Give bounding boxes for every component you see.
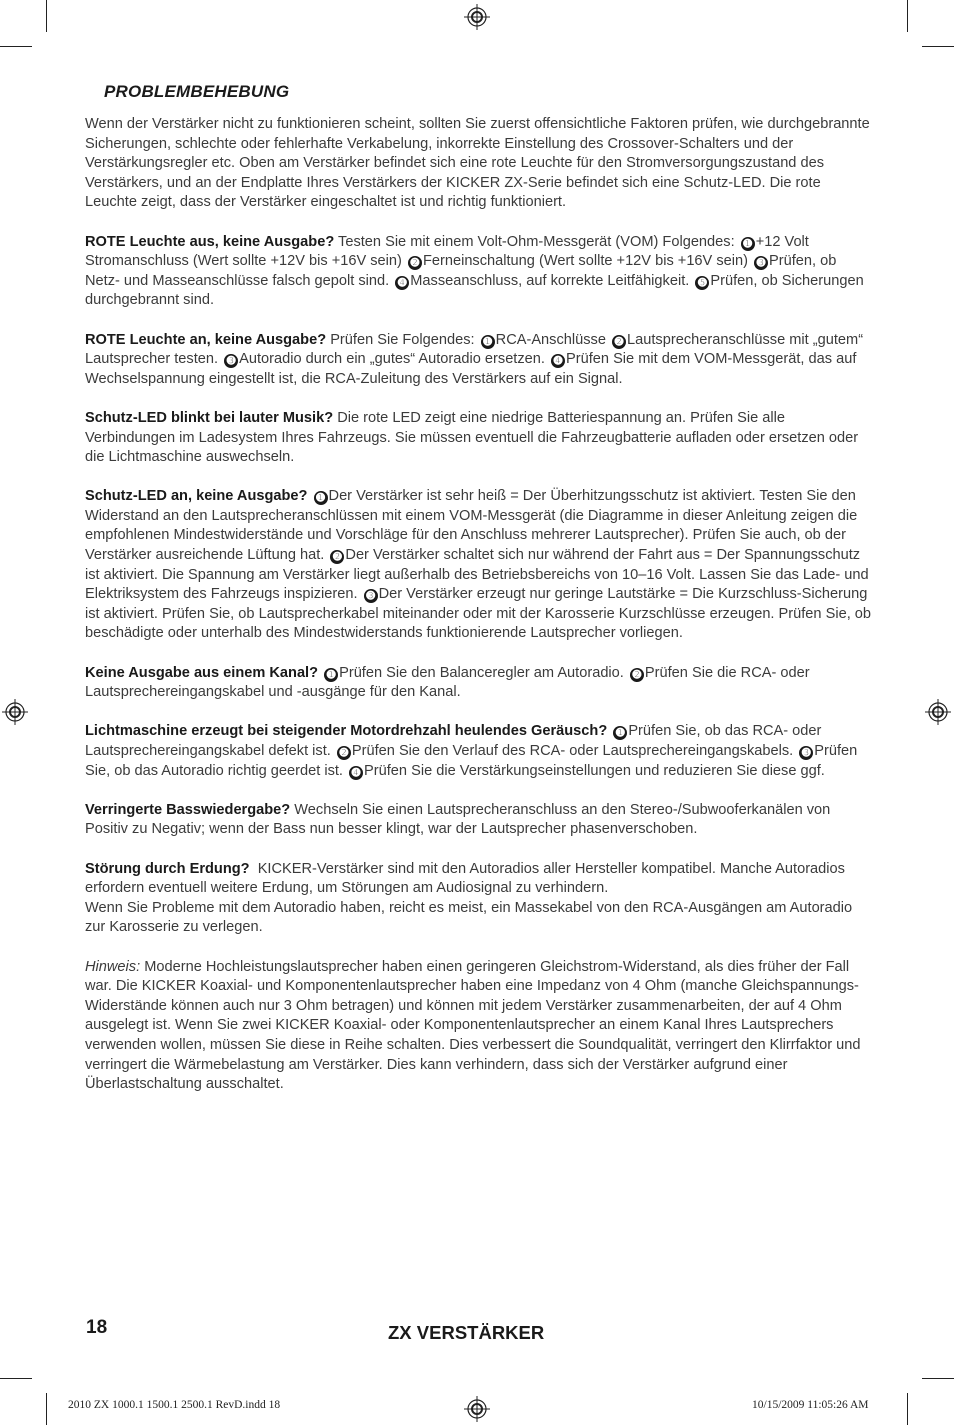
section-text: KICKER-Verstärker sind mit den Autoradios aller Hersteller kompatibel. Manche Autoradios erfordern eventuell weitere Erdung, um Störungen am Audiosignal zu verhindern.: [85, 860, 845, 897]
section-red-off: [85, 233, 875, 311]
crop-mark-icon: [922, 46, 954, 47]
crop-mark-icon: [46, 0, 47, 32]
step-number-icon: ➌: [224, 354, 238, 368]
step-text: Der Verstärker ist sehr heiß = Der Überhitzungsschutz ist aktiviert. Testen Sie den Widerstand an den Lautsprecheranschlüssen mit einem VOM-Messgerät (die Diagramme in dieser Anleitung zeigen die empfohlenen Mindestwiderstände und Vorschläge für den Anschluss mehrerer Lautsprecher). Prüfen Sie auch, ob der Verstärker ausreichende Lüftung hat.: [85, 488, 858, 564]
section-title: Schutz-LED blinkt bei lauter Musik?: [85, 409, 334, 426]
section-led-on: [85, 487, 875, 644]
section-title: ROTE Leuchte an, keine Ausgabe?: [85, 331, 327, 348]
section-title: Störung durch Erdung?: [85, 860, 250, 877]
page-title: PROBLEMBEHEBUNG: [104, 82, 290, 101]
section-title: Lichtmaschine erzeugt bei steigender Motordrehzahl heulendes Geräusch?: [85, 723, 608, 740]
section-title: ROTE Leuchte aus, keine Ausgabe?: [85, 233, 335, 250]
section-title: Keine Ausgabe aus einem Kanal?: [85, 664, 319, 681]
step-number-icon: ➍: [395, 276, 409, 290]
slug-file: 2010 ZX 1000.1 1500.1 2500.1 RevD.indd 18: [68, 1399, 281, 1411]
step-number-icon: ➍: [551, 354, 565, 368]
step-number-icon: ➌: [754, 256, 768, 270]
section-red-on: [85, 331, 875, 390]
note-text: Moderne Hochleistungslautsprecher haben einen geringeren Gleichstrom-Widerstand, als dies früher der Fall war. Die KICKER Koaxial- und Komponentenlautsprecher haben eine Impedanz von 4 Ohm (manche Gleichspannungs-Widerstände können auch nur 3 Ohm betragen) und können mit jedem Verstärker zusammenarbeiten, der auf 4 Ohm ausgelegt ist. Wenn Sie zwei KICKER Koaxial- oder Komponentenlautsprecher an einem Kanal Ihres Lautsprechers verwenden wollen, müssen Sie diese in Reihe schalten. Dies verbessert die Soundqualität, verringert den Klirrfaktor und verringert die Wärmebelastung am Verstärker. Dies kann verhindern, dass sich der Verstärker aufgrund einer Überlastschaltung ausschaltet.: [85, 958, 861, 1093]
step-number-icon: ➋: [408, 256, 422, 270]
section-ground-noise: [85, 860, 875, 938]
crop-mark-icon: [922, 1378, 954, 1379]
step-number-icon: ➌: [799, 746, 813, 760]
step-text: Prüfen Sie, ob das RCA- oder Lautsprechereingangskabel defekt ist.: [85, 723, 822, 759]
step-text: Prüfen Sie den Verlauf des RCA- oder Lautsprechereingangskabels.: [351, 743, 794, 759]
step-text: Prüfen Sie den Balanceregler am Autoradio.: [339, 664, 624, 681]
crop-mark-icon: [0, 1378, 32, 1379]
step-text: Prüfen, ob Netz- und Masseanschlüsse falsch gepolt sind.: [85, 253, 837, 289]
registration-mark-icon: [2, 699, 28, 725]
step-text: Prüfen, ob Sicherungen durchgebrannt sind.: [85, 272, 864, 309]
registration-mark-icon: [925, 699, 951, 725]
section-title: Schutz-LED an, keine Ausgabe?: [85, 488, 308, 505]
section-text: Wenn Sie Probleme mit dem Autoradio haben, reicht es meist, ein Massekabel von den RCA-Ausgängen am Autoradio zur Karosserie zu verlegen.: [85, 899, 853, 936]
step-text: Prüfen Sie, ob das Autoradio richtig geerdet ist.: [85, 743, 858, 779]
step-text: Prüfen Sie die RCA- oder Lautsprechereingangskabel und -ausgänge für den Kanal.: [85, 664, 810, 701]
step-text: +12 Volt Stromanschluss (Wert sollte +12V bis +16V sein): [85, 233, 809, 270]
crop-mark-icon: [907, 1393, 908, 1425]
step-text: Prüfen Sie die Verstärkungseinstellungen und reduzieren Sie diese ggf.: [364, 762, 825, 779]
step-number-icon: ➌: [364, 589, 378, 603]
crop-mark-icon: [46, 1393, 47, 1425]
section-lead: Prüfen Sie Folgendes:: [330, 331, 475, 348]
step-text: Lautsprecheranschlüsse mit „gutem“ Lautsprecher testen.: [85, 331, 864, 368]
step-number-icon: ➋: [630, 668, 644, 682]
step-number-icon: ➊: [324, 668, 338, 682]
section-lead: Die rote LED zeigt eine niedrige Batteriespannung an. Prüfen Sie alle Verbindungen im Ladesystem Ihres Fahrzeugs. Sie müssen eventuell die Fahrzeugbatterie aufladen oder ersetzen oder die Lichtmaschine auswechseln.: [85, 409, 859, 466]
section-lead: Testen Sie mit einem Volt-Ohm-Messgerät (VOM) Folgendes:: [338, 233, 735, 250]
step-text: Der Verstärker erzeugt nur geringe Lautstärke = Die Kurzschluss-Sicherung ist aktiviert. Prüfen Sie, ob Lautsprecherkabel miteinander oder mit der Karosserie Kurzschlüsse erzeugen. Prüfen Sie, ob beschädigte oder unterhalb des Mindestwiderstands funktionierende Lautsprecher vorliegen.: [85, 586, 872, 642]
section-led-blinks: [85, 409, 875, 468]
section-bass: [85, 801, 875, 840]
crop-mark-icon: [0, 46, 32, 47]
footer-title: ZX VERSTÄRKER: [388, 1322, 545, 1343]
registration-mark-icon: [464, 1396, 490, 1422]
step-number-icon: ➊: [481, 335, 495, 349]
step-number-icon: ➍: [349, 766, 363, 780]
step-number-icon: ➋: [330, 550, 344, 564]
document-body: [85, 115, 875, 1114]
step-number-icon: ➎: [695, 276, 709, 290]
step-text: Prüfen Sie mit dem VOM-Messgerät, das auf Wechselspannung eingestellt ist, die RCA-Zuleitung des Verstärkers auf ein Signal.: [85, 351, 857, 387]
step-number-icon: ➋: [612, 335, 626, 349]
intro-paragraph: Wenn der Verstärker nicht zu funktionieren scheint, sollten Sie zuerst offensichtliche Faktoren prüfen, wie durchgebrannte Sicherungen, schlechte oder fehlerhafte Verkabelung, inkorrekte Einstellung des Crossover-Schalters und der Verstärkungsregler etc. Oben am Verstärker befindet sich eine rote Leuchte für den Stromversorgungszustand des Verstärkers, und an der Endplatte Ihres Verstärkers der KICKER ZX-Serie befindet sich eine Schutz-LED. Die rote Leuchte zeigt, dass der Verstärker eingeschaltet ist und richtig funktioniert.: [85, 116, 870, 211]
slug-date: 10/15/2009 11:05:26 AM: [752, 1399, 869, 1411]
registration-mark-icon: [464, 4, 490, 30]
step-text: Der Verstärker schaltet sich nur während der Fahrt aus = Der Spannungsschutz ist aktiviert. Die Spannung am Verstärker liegt außerhalb des Betriebsbereichs von 10–16 Volt. Lassen Sie das Lade- und Elektriksystem des Fahrzeugs inspizieren.: [85, 547, 869, 603]
step-number-icon: ➊: [613, 726, 627, 740]
page-number: 18: [86, 1317, 108, 1338]
section-no-channel: [85, 664, 875, 703]
section-alternator-noise: [85, 722, 875, 781]
note-paragraph: [85, 958, 875, 1095]
step-number-icon: ➋: [337, 746, 351, 760]
step-text: Autoradio durch ein „gutes“ Autoradio ersetzen.: [239, 351, 545, 368]
step-number-icon: ➊: [314, 491, 328, 505]
section-lead: Wechseln Sie einen Lautsprecheranschluss an den Stereo-/Subwooferkanälen von Positiv zu Negativ; wenn der Bass nun besser klingt, war der Lautsprecher phasenverschoben.: [85, 801, 831, 838]
note-label: Hinweis:: [85, 958, 141, 975]
step-text: Ferneinschaltung (Wert sollte +12V bis +16V sein): [422, 253, 748, 270]
step-text: Masseanschluss, auf korrekte Leitfähigkeit.: [410, 272, 690, 289]
step-number-icon: ➊: [741, 237, 755, 251]
section-title: Verringerte Basswiedergabe?: [85, 801, 291, 818]
step-text: RCA-Anschlüsse: [495, 331, 606, 348]
crop-mark-icon: [907, 0, 908, 32]
